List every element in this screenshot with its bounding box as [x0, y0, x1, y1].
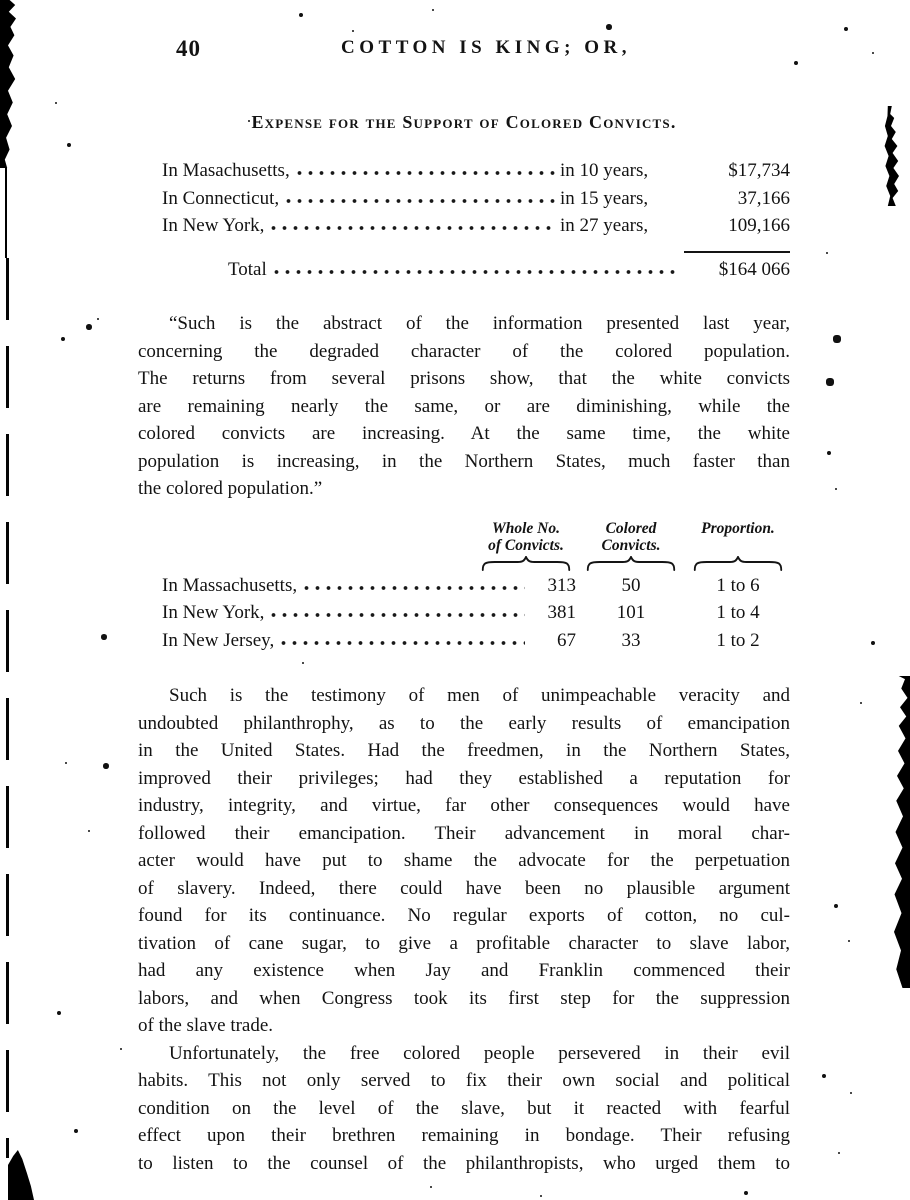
text-line: concerning the degraded character of the colored population. — [138, 340, 790, 362]
text-line: effect upon their brethren remaining in bondage. Their refusing — [138, 1125, 790, 1146]
page-header — [138, 30, 790, 72]
state-label: In New York, — [162, 215, 265, 236]
text-line: colored convicts are increasing. At the same time, the white — [138, 423, 790, 444]
state-label: In New Jersey, — [162, 629, 275, 651]
header-line: Colored — [605, 519, 657, 537]
amount-value: 37,166 — [737, 187, 790, 209]
whole-no-value: 313 — [547, 574, 576, 596]
header-line: Proportion. — [701, 519, 775, 537]
convicts-table — [162, 520, 790, 655]
colored-convicts-value: 50 — [621, 574, 641, 596]
convicts-table-row — [162, 572, 790, 600]
text-line: industry, integrity, and virtue, far other consequences would have — [138, 795, 790, 816]
text-line: condition on the level of the slave, but it reacted with fearful — [138, 1097, 790, 1119]
text-line: followed their emancipation. Their advancement in moral char- — [138, 822, 790, 844]
body-paragraph-2 — [138, 1040, 790, 1178]
text-line: tivation of cane sugar, to give a profitable character to slave labor, — [138, 932, 790, 954]
dot-leader — [281, 189, 557, 204]
text-line: the colored population.” — [138, 478, 323, 499]
body-paragraph-1 — [138, 682, 790, 1040]
dot-leader — [276, 631, 525, 646]
text-line: labors, and when Congress took its first step for the suppression — [138, 987, 790, 1009]
text-line: of the slave trade. — [138, 1015, 274, 1036]
whole-no-value: 381 — [547, 602, 576, 623]
colored-convicts-value: 33 — [621, 629, 641, 651]
amount-value: $17,734 — [728, 160, 790, 181]
period-value: in 10 years, — [560, 160, 649, 181]
expense-total-row — [162, 251, 790, 284]
convicts-table-row — [162, 627, 790, 655]
text-line: Unfortunately, the free colored people persevered in their evil — [169, 1042, 790, 1064]
dot-leader — [269, 260, 681, 275]
scan-artifact-left-line — [6, 258, 9, 1158]
overbrace-icon — [476, 556, 576, 572]
header-spacer — [162, 520, 476, 554]
proportion-value: 1 to 2 — [716, 629, 760, 651]
quote-paragraph — [138, 310, 790, 503]
text-line: found for its continuance. No regular exports of cotton, no cul- — [138, 905, 790, 926]
text-line: population is increasing, in the Northern States, much faster than — [138, 450, 790, 472]
state-label: In Connecticut, — [162, 187, 280, 209]
text-line: in the United States. Had the freedmen, in the Northern States, — [138, 740, 790, 761]
col-header-whole-no — [476, 520, 576, 554]
text-line: The returns from several prisons show, that the white convicts — [138, 368, 790, 389]
convicts-table-body — [162, 572, 790, 655]
text-line: acter would have put to shame the advocate for the perpetuation — [138, 850, 790, 871]
brace-spacer — [162, 556, 476, 572]
text-line: “Such is the abstract of the information presented last year, — [169, 313, 790, 334]
period-value: in 15 years, — [560, 187, 649, 209]
expense-table-row — [162, 185, 790, 213]
overbrace-icon — [686, 556, 790, 572]
amount-value: 109,166 — [728, 215, 790, 236]
proportion-value: 1 to 6 — [716, 574, 760, 596]
whole-no-value: 67 — [557, 629, 576, 651]
page-number: 40 — [176, 36, 201, 61]
convicts-table-row — [162, 599, 790, 627]
total-amount: $164 066 — [684, 251, 790, 284]
expense-table — [162, 157, 790, 240]
proportion-value: 1 to 4 — [716, 602, 760, 623]
dot-leader — [299, 576, 525, 591]
noise-specks — [0, 0, 2, 2]
dot-leader — [266, 603, 525, 618]
col-header-colored — [576, 520, 686, 554]
running-head: COTTON IS KING; OR, — [341, 37, 631, 58]
text-line: Such is the testimony of men of unimpeachable veracity and — [169, 685, 790, 706]
expense-table-title: Expense for the Support of Colored Convicts. — [251, 112, 677, 132]
text-line: undoubted philanthrophy, as to the early results of emancipation — [138, 712, 790, 734]
convicts-table-header — [162, 520, 790, 554]
text-line: to listen to the counsel of the philanthropists, who urged them to — [138, 1152, 790, 1174]
col-header-proportion — [686, 520, 790, 554]
period-value: in 27 years, — [560, 215, 649, 236]
state-label: In Masachusetts, — [162, 160, 290, 181]
text-line: habits. This not only served to fix their own social and political — [138, 1070, 790, 1091]
header-line: of Convicts. — [488, 536, 564, 554]
state-label: In New York, — [162, 602, 265, 623]
expense-table-row — [162, 157, 790, 185]
dot-leader — [292, 161, 557, 176]
text-line: of slavery. Indeed, there could have been no plausible argument — [138, 877, 790, 899]
text-line: had any existence when Jay and Franklin commenced their — [138, 960, 790, 981]
total-label: Total — [228, 258, 267, 280]
dot-leader — [266, 216, 557, 231]
overbrace-icon — [576, 556, 686, 572]
scan-artifact-left-tail — [5, 168, 7, 258]
text-line: improved their privileges; had they established a reputation for — [138, 767, 790, 789]
state-label: In Massachusetts, — [162, 574, 298, 596]
header-line: Whole No. — [491, 519, 561, 537]
expense-table-row — [162, 212, 790, 240]
brace-row — [162, 556, 790, 572]
colored-convicts-value: 101 — [616, 602, 646, 623]
text-line: are remaining nearly the same, or are diminishing, while the — [138, 395, 790, 417]
header-line: Convicts. — [601, 536, 661, 554]
